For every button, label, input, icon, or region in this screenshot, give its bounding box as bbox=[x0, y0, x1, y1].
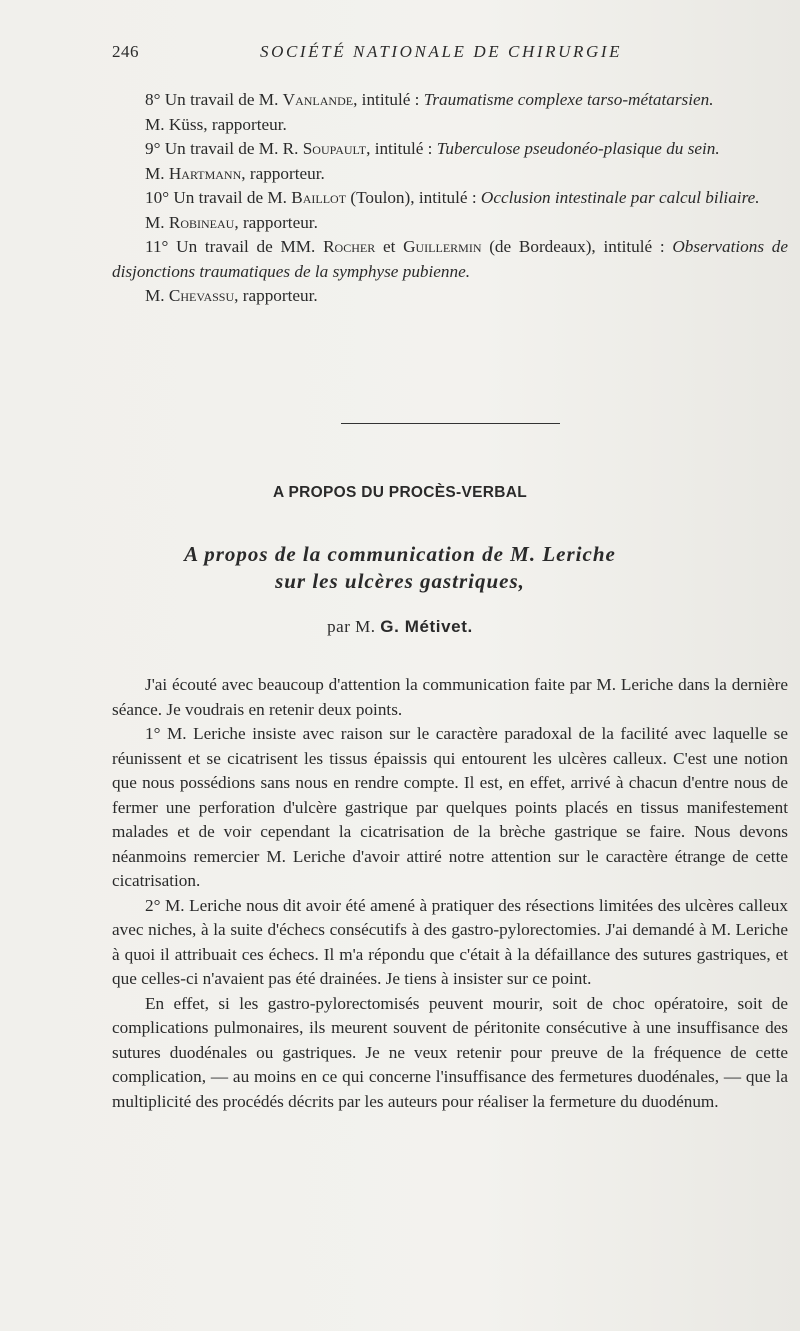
report-list bbox=[112, 88, 788, 309]
section-title: A PROPOS DU PROCÈS-VERBAL bbox=[272, 484, 528, 501]
reporter-line: M. Hartmann, rapporteur. bbox=[145, 163, 325, 183]
article-title-line: A propos de la communication de M. Leriche bbox=[184, 542, 616, 566]
paragraph: J'ai écouté avec beaucoup d'attention la communication faite par M. Leriche dans la dernière séance. Je voudrais en retenir deux points. bbox=[112, 675, 788, 719]
list-item: 10° Un travail de M. Baillot (Toulon), intitulé : Occlusion intestinale par calcul biliaire. bbox=[145, 188, 760, 207]
page-number: 246 bbox=[112, 42, 139, 61]
page-header bbox=[112, 42, 788, 68]
paragraph: 1° M. Leriche insiste avec raison sur le caractère paradoxal de la facilité avec laquelle se réunissent et se cicatrisent les tissus épaissis qui entourent les ulcères calleux. C'est une notion que nous possédions sans nous en rendre compte. Il est, en effet, arrivé à chacun d'entre nous de fermer une perforation d'ulcère gastrique par quelques points placés en tissus manifestement malades et de voir cependant la cicatrisation de la brèche gastrique se faire. Nous devons néanmoins remercier M. Leriche d'avoir attiré notre attention sur le caractère étrange de cette cicatrisation. bbox=[112, 724, 788, 890]
article-body bbox=[112, 673, 788, 1114]
reporter-line: M. Chevassu, rapporteur. bbox=[145, 286, 318, 305]
article-title-line: sur les ulcères gastriques, bbox=[275, 569, 525, 593]
list-item: 11° Un travail de MM. Rocher et Guillermin (de Bordeaux), intitulé : Observations de disjonctions traumatiques de la symphyse pubienne. bbox=[112, 237, 788, 281]
list-item: 9° Un travail de M. R. Soupault, intitulé : Tuberculose pseudonéo-plasique du sein. bbox=[145, 139, 720, 158]
running-title: SOCIÉTÉ NATIONALE DE CHIRURGIE bbox=[260, 42, 623, 61]
article-title bbox=[0, 541, 800, 595]
author-name: G. Métivet. bbox=[380, 617, 473, 636]
paragraph: En effet, si les gastro-pylorectomisés peuvent mourir, soit de choc opératoire, soit de complications pulmonaires, ils meurent souvent de péritonite consécutive à une insuffisance des sutures duodénales ou gastriques. Je ne veux retenir pour preuve de la fréquence de cette complication, — au moins en ce qui concerne l'insuffisance des fermetures duodénales, — que la multiplicité des procédés décrits par les auteurs pour réaliser la fermeture du duodénum. bbox=[112, 993, 788, 1111]
byline: par M. G. Métivet. bbox=[327, 617, 473, 636]
reporter-line: M. Robineau, rapporteur. bbox=[145, 212, 318, 232]
reporter-line: M. Küss, rapporteur. bbox=[145, 114, 287, 134]
paragraph: 2° M. Leriche nous dit avoir été amené à pratiquer des résections limitées des ulcères calleux avec niches, à la suite d'échecs consécutifs à des gastro-pylorectomies. J'ai demandé à M. Leriche à quoi il attribuait ces échecs. Il m'a répondu que c'était à la défaillance des sutures gastriques, et que celles-ci n'avaient pas été drainées. Je tiens à insister sur ce point. bbox=[112, 895, 788, 988]
list-item: 8° Un travail de M. Vanlande, intitulé : Traumatisme complexe tarso-métatarsien. bbox=[145, 90, 714, 109]
section-divider bbox=[341, 423, 560, 424]
